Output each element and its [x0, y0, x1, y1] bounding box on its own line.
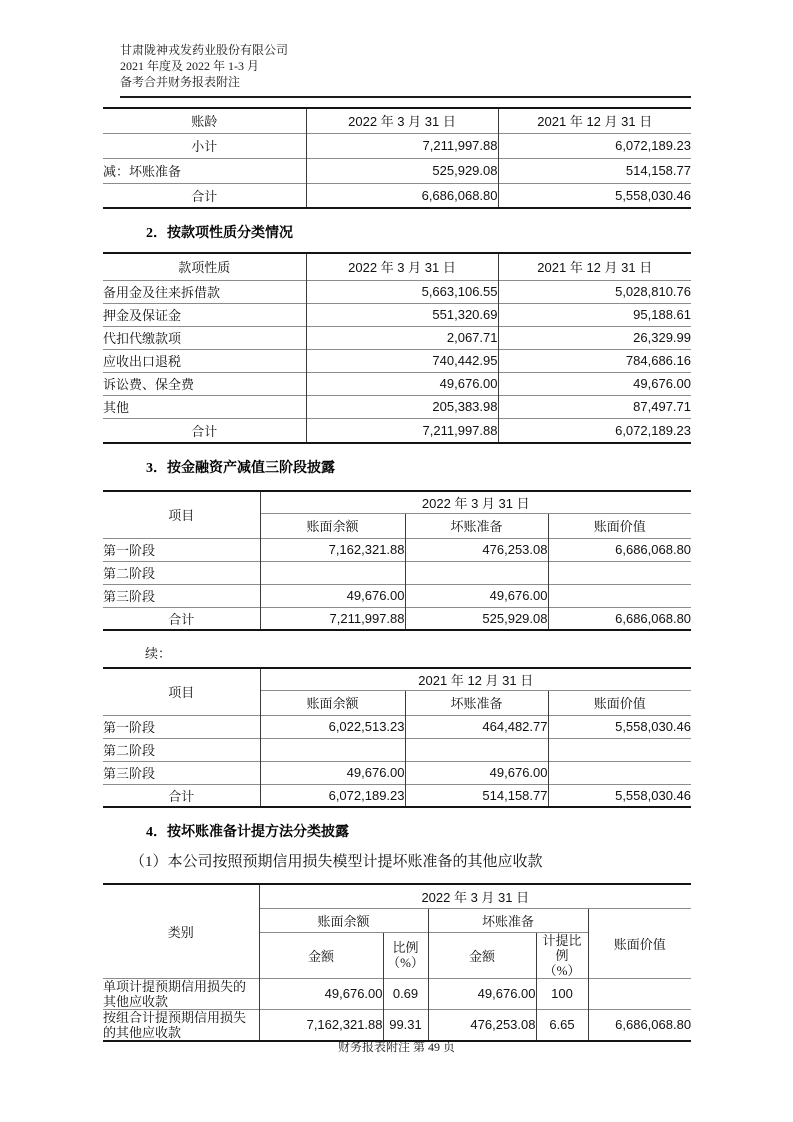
value-cell-2021: 514,158.77	[498, 158, 691, 183]
row-label-cell: 第三阶段	[103, 761, 260, 784]
value-cell-2022: 551,320.69	[306, 303, 498, 326]
value-col-header: 账面价值	[588, 908, 691, 978]
table-row-total	[103, 418, 691, 443]
provision-ratio-col-header	[536, 932, 588, 978]
value-cell: 6,686,068.80	[588, 1009, 691, 1041]
row-label-cell: 诉讼费、保全费	[103, 372, 306, 395]
value-col-header: 账面价值	[548, 690, 691, 715]
amount-cell: 49,676.00	[428, 978, 536, 1009]
value-cell-2021: 6,072,189.23	[498, 418, 691, 443]
balance-cell: 6,022,513.23	[260, 715, 405, 738]
value-cell	[548, 584, 691, 607]
balance-col-header: 账面余额	[260, 690, 405, 715]
date-col-header-2021: 2021 年 12 月 31 日	[498, 253, 691, 280]
value-cell	[548, 561, 691, 584]
value-cell-2022: 7,211,997.88	[306, 133, 498, 158]
row-label-cell: 单项计提预期信用损失的其他应收款	[103, 978, 259, 1009]
value-cell-2021: 49,676.00	[498, 372, 691, 395]
ratio-header-line2: （%）	[387, 955, 424, 970]
header-divider	[120, 96, 691, 98]
row-label-cell: 合计	[103, 784, 260, 807]
balance-col-header: 账面余额	[260, 513, 405, 538]
balance-cell: 7,162,321.88	[260, 538, 405, 561]
table-row	[103, 561, 691, 584]
section-heading-2: 2．按款项性质分类情况	[146, 226, 293, 241]
amount-cell: 7,162,321.88	[259, 1009, 383, 1041]
table-row-total	[103, 784, 691, 807]
table-row	[103, 538, 691, 561]
table-row	[103, 738, 691, 761]
row-label-cell: 第一阶段	[103, 715, 260, 738]
row-label-cell: 合计	[103, 418, 306, 443]
section-heading-4: 4．按坏账准备计提方法分类披露	[146, 825, 349, 840]
row-label-cell: 合计	[103, 183, 306, 208]
date-col-header-2021: 2021 年 12 月 31 日	[498, 108, 691, 133]
balance-group-header: 账面余额	[259, 908, 428, 932]
table-row	[103, 715, 691, 738]
table-row	[103, 133, 691, 158]
date-group-header: 2022 年 3 月 31 日	[259, 884, 691, 908]
date-col-header-2022: 2022 年 3 月 31 日	[306, 253, 498, 280]
value-cell-2022: 7,211,997.88	[306, 418, 498, 443]
table-row	[103, 108, 691, 133]
report-title: 备考合并财务报表附注	[120, 75, 241, 89]
section-heading-3: 3．按金融资产减值三阶段披露	[146, 461, 335, 476]
date-group-header: 2021 年 12 月 31 日	[260, 668, 691, 690]
row-label-cell: 第二阶段	[103, 738, 260, 761]
row-label-cell: 其他	[103, 395, 306, 418]
value-cell: 5,558,030.46	[548, 784, 691, 807]
ratio-cell: 0.69	[383, 978, 428, 1009]
row-label-cell: 合计	[103, 607, 260, 630]
balance-cell: 6,072,189.23	[260, 784, 405, 807]
table-row	[103, 303, 691, 326]
provision-cell	[405, 738, 548, 761]
row-label-cell: 小计	[103, 133, 306, 158]
item-col-header: 项目	[168, 685, 195, 701]
row-label-cell: 第三阶段	[103, 584, 260, 607]
provision-cell: 476,253.08	[405, 538, 548, 561]
value-cell-2021: 87,497.71	[498, 395, 691, 418]
page-footer: 财务报表附注 第 49 页	[337, 1040, 455, 1054]
row-label-cell: 按组合计提预期信用损失的其他应收款	[103, 1009, 259, 1041]
balance-cell	[260, 738, 405, 761]
provision-ratio-header-line1: 计提比例	[542, 932, 582, 963]
provision-col-header: 坏账准备	[405, 690, 548, 715]
document-header	[120, 0, 691, 90]
table-row-total	[103, 607, 691, 630]
balance-cell	[260, 561, 405, 584]
value-cell-2022: 740,442.95	[306, 349, 498, 372]
nature-table	[103, 252, 691, 444]
value-cell-2021: 26,329.99	[498, 326, 691, 349]
row-label-cell: 第二阶段	[103, 561, 260, 584]
balance-cell: 49,676.00	[260, 584, 405, 607]
ratio-cell: 99.31	[383, 1009, 428, 1041]
continuation-label: 续：	[145, 646, 172, 661]
table-row	[103, 668, 691, 690]
balance-cell: 49,676.00	[260, 761, 405, 784]
amount-col-header: 金额	[259, 932, 383, 978]
table-row	[103, 584, 691, 607]
category-col-header: 类别	[167, 924, 194, 940]
value-cell: 6,686,068.80	[548, 607, 691, 630]
amount-col-header: 金额	[428, 932, 536, 978]
row-label-cell: 代扣代缴款项	[103, 326, 306, 349]
value-cell-2022: 5,663,106.55	[306, 280, 498, 303]
value-cell-2022: 205,383.98	[306, 395, 498, 418]
aging-table	[103, 107, 691, 209]
item-col-header: 项目	[168, 508, 195, 524]
table-row	[103, 326, 691, 349]
row-label-cell: 第一阶段	[103, 538, 260, 561]
value-cell-2022: 49,676.00	[306, 372, 498, 395]
value-cell	[548, 761, 691, 784]
value-cell: 6,686,068.80	[548, 538, 691, 561]
table-row	[103, 884, 691, 908]
table-row	[103, 978, 691, 1009]
report-period: 2021 年度及 2022 年 1-3 月	[120, 59, 259, 73]
table-row	[103, 349, 691, 372]
ratio-header-line1: 比例	[392, 940, 419, 955]
value-cell	[588, 978, 691, 1009]
ratio-col-header	[383, 932, 428, 978]
balance-cell: 7,211,997.88	[260, 607, 405, 630]
value-cell-2021: 6,072,189.23	[498, 133, 691, 158]
impairment-stage-table-2022	[103, 490, 691, 631]
value-cell	[548, 738, 691, 761]
nature-col-header: 款项性质	[178, 260, 231, 276]
provision-cell: 514,158.77	[405, 784, 548, 807]
company-name: 甘肃陇神戎发药业股份有限公司	[120, 43, 289, 57]
table-row	[103, 253, 691, 280]
value-cell-2021: 5,028,810.76	[498, 280, 691, 303]
table-row	[103, 395, 691, 418]
value-cell-2021: 95,188.61	[498, 303, 691, 326]
amount-cell: 476,253.08	[428, 1009, 536, 1041]
provision-cell: 49,676.00	[405, 584, 548, 607]
value-cell-2022: 6,686,068.80	[306, 183, 498, 208]
row-label-cell: 应收出口退税	[103, 349, 306, 372]
row-label-cell: 备用金及往来拆借款	[103, 280, 306, 303]
table-row	[103, 491, 691, 513]
value-cell-2021: 5,558,030.46	[498, 183, 691, 208]
provision-cell: 525,929.08	[405, 607, 548, 630]
value-cell-2022: 525,929.08	[306, 158, 498, 183]
aging-col-header: 账龄	[191, 114, 218, 130]
table-row	[103, 158, 691, 183]
table-row	[103, 372, 691, 395]
value-col-header: 账面价值	[548, 513, 691, 538]
amount-cell: 49,676.00	[259, 978, 383, 1009]
value-cell: 5,558,030.46	[548, 715, 691, 738]
table-row	[103, 1009, 691, 1041]
table-row	[103, 280, 691, 303]
table-row	[103, 761, 691, 784]
row-label-cell: 押金及保证金	[103, 303, 306, 326]
provision-ratio-header-line2: （%）	[543, 962, 581, 978]
provision-cell: 49,676.00	[405, 761, 548, 784]
provision-cell: 464,482.77	[405, 715, 548, 738]
row-label-cell: 减：坏账准备	[103, 158, 306, 183]
value-cell-2022: 2,067.71	[306, 326, 498, 349]
impairment-stage-table-2021	[103, 667, 691, 808]
provision-col-header: 坏账准备	[405, 513, 548, 538]
provision-ratio-cell: 6.65	[536, 1009, 588, 1041]
provision-method-table	[103, 883, 691, 1042]
provision-ratio-cell: 100	[536, 978, 588, 1009]
provision-group-header: 坏账准备	[428, 908, 588, 932]
section4-paragraph: （1）本公司按照预期信用损失模型计提坏账准备的其他应收款	[130, 854, 543, 870]
date-group-header: 2022 年 3 月 31 日	[260, 491, 691, 513]
table-row	[103, 183, 691, 208]
value-cell-2021: 784,686.16	[498, 349, 691, 372]
date-col-header-2022: 2022 年 3 月 31 日	[306, 108, 498, 133]
provision-cell	[405, 561, 548, 584]
